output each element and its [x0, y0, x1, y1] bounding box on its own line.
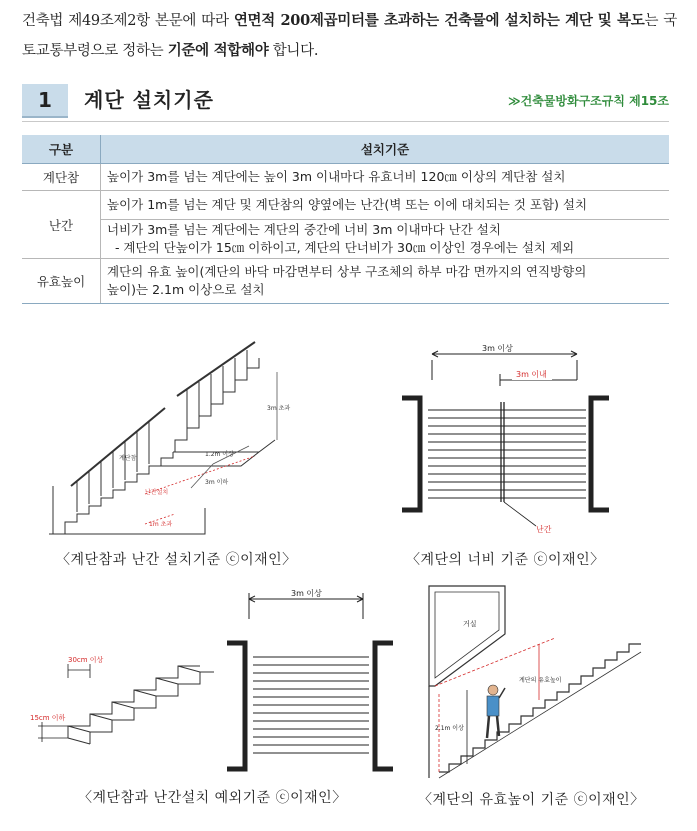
figure-caption: 〈계단참과 난간설치 예외기준 ⓒ이재인〉 [78, 790, 347, 806]
section-divider [22, 121, 669, 122]
figure-stair-width [400, 340, 615, 540]
table-row [22, 220, 669, 259]
section-number: 1 [22, 84, 68, 118]
figure-effective-height [415, 582, 675, 782]
table-row [22, 164, 669, 191]
figure-caption: 〈계단의 너비 기준 ⓒ이재인〉 [406, 552, 605, 568]
column-header: 설치기준 [101, 135, 670, 164]
category-cell: 난간 [22, 191, 101, 259]
label-3m-under: 3m 이하 [205, 479, 229, 486]
label-width-3m-over: 3m 이상 [482, 344, 513, 353]
figure-caption: 〈계단의 유효높이 기준 ⓒ이재인〉 [418, 792, 645, 808]
person-icon [487, 685, 505, 738]
label-width-3m-within: 3m 이내 [516, 370, 547, 379]
column-header: 구분 [22, 135, 101, 164]
regulation-reference: ≫건축물방화구조규칙 제15조 [508, 94, 669, 108]
criteria-cell: 높이가 1m를 넘는 계단 및 계단참의 양옆에는 난간(벽 또는 이에 대치되는 것 포함) 설치 [101, 191, 670, 220]
figure-stair-landing-railing [45, 336, 305, 544]
section-header [22, 84, 669, 118]
label-30cm: 30cm 이상 [68, 656, 104, 664]
criteria-cell: 높이가 3m를 넘는 계단에는 높이 3m 이내마다 유효너비 120㎝ 이상의 계단참 설치 [101, 164, 670, 191]
figure-wide-stair [225, 585, 395, 785]
label-effective-height: 계단의 유효높이 [519, 677, 562, 684]
label-3m-over: 3m 초과 [267, 405, 291, 412]
label-1m-over: 1m 초과 [149, 521, 173, 528]
figure-exception-steps [28, 650, 218, 750]
standards-table [22, 135, 669, 304]
label-1-2m: 1.2m 이상 [205, 451, 234, 458]
category-cell: 유효높이 [22, 259, 101, 304]
label-room: 거실 [463, 620, 477, 628]
label-rail: 난간 [536, 525, 552, 534]
label-landing: 계단참 [119, 455, 137, 462]
label-railing: 난간설치 [145, 489, 169, 496]
figure-caption: 〈계단참과 난간 설치기준 ⓒ이재인〉 [56, 552, 297, 568]
section-title: 계단 설치기준 [84, 88, 214, 112]
criteria-cell: 계단의 유효 높이(계단의 바닥 마감면부터 상부 구조체의 하부 마감 면까지의 연직방향의 높이)는 2.1m 이상으로 설치 [101, 259, 670, 304]
label-2-1m: 2.1m 이상 [435, 725, 464, 732]
label-wide-3m: 3m 이상 [291, 589, 322, 598]
table-header-row [22, 135, 669, 164]
table-row [22, 259, 669, 304]
table-row [22, 191, 669, 220]
category-cell: 계단참 [22, 164, 101, 191]
label-15cm: 15cm 이하 [30, 714, 66, 722]
intro-paragraph: 건축법 제49조제2항 본문에 따라 연면적 200제곱미터를 초과하는 건축물에 설치하는 계단 및 복도는 국토교통부령으로 정하는 기준에 적합해야 합니다. [22, 12, 678, 59]
criteria-cell: 너비가 3m를 넘는 계단에는 계단의 중간에 너비 3m 이내마다 난간 설치 - 계단의 단높이가 15㎝ 이하이고, 계단의 단너비가 30㎝ 이상인 경우에는 설치 제외 [101, 220, 670, 259]
